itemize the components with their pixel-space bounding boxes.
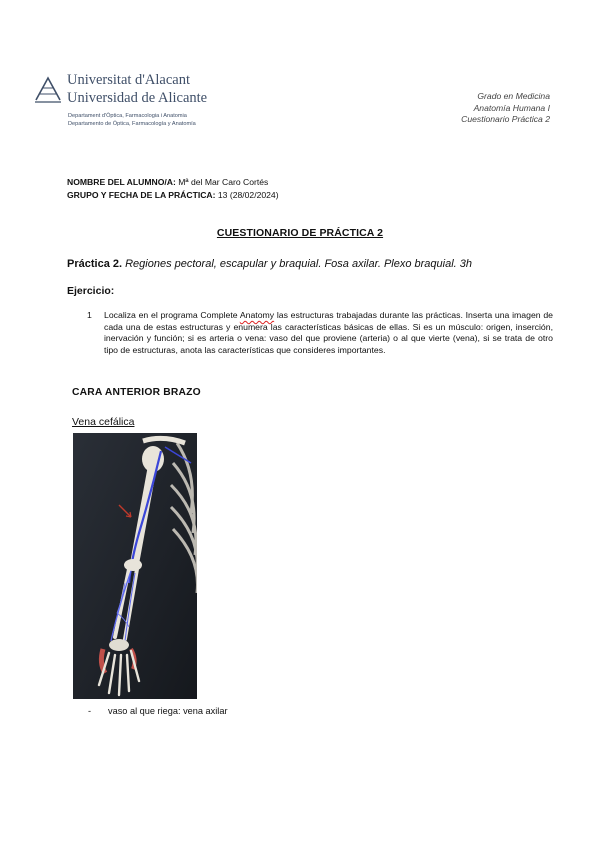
instruction-text-start: Localiza en el programa Complete (104, 310, 240, 320)
spellcheck-word: Anatomy (239, 310, 275, 320)
bullet-dash: - (88, 706, 92, 716)
anatomy-figure (73, 433, 197, 699)
university-logo (34, 72, 234, 134)
exercise-heading: Ejercicio: (67, 285, 115, 297)
practica-label: Práctica 2. (67, 258, 123, 270)
arm-skeleton-icon (73, 433, 197, 699)
course-info (461, 91, 550, 126)
course-degree: Grado en Medicina (477, 91, 550, 101)
department-name-es: Departamento de Óptica, Farmacología y Anatomía (68, 121, 196, 127)
practica-text: Regiones pectoral, escapular y braquial. Fosa axilar. Plexo braquial. 3h (125, 258, 473, 270)
course-subject: Anatomía Humana I (473, 102, 550, 113)
student-name-label: NOMBRE DEL ALUMNO/A: (67, 177, 176, 187)
instruction-text (104, 310, 553, 356)
student-name-value: Mª del Mar Caro Cortés (178, 177, 269, 187)
bullet-text: vaso al que riega: vena axilar (108, 706, 228, 716)
student-info (67, 176, 279, 201)
section-heading: CARA ANTERIOR BRAZO (72, 387, 201, 398)
subsection-heading: Vena cefálica (72, 416, 135, 428)
instruction-item (87, 310, 553, 356)
practica-line (67, 258, 472, 270)
course-questionnaire: Cuestionario Práctica 2 (461, 114, 550, 124)
university-name-ca: Universitat d'Alacant (67, 72, 191, 88)
instruction-text-end: las estructuras trabajadas durante las prácticas. Inserta una imagen de cada una de estas estructuras y enumera las características básicas de ellas. Si es un músculo: origen, inserción, inervación y función; si es arteria o vena: vaso del que proviene (arteria) o al que vierte (vena), si se trata de otro tipo de estructuras, anota las características que consideres importantes. (104, 310, 553, 355)
list-item (88, 706, 228, 716)
student-name-line (67, 176, 279, 189)
department-name-ca: Departament d'Òptica, Farmacologia i Anatomia (68, 113, 187, 119)
student-group-line (67, 189, 279, 202)
university-emblem-icon (34, 74, 62, 104)
student-group-value: 13 (28/02/2024) (217, 189, 279, 200)
instruction-number: 1 (87, 310, 92, 320)
university-name-es: Universidad de Alicante (67, 90, 208, 106)
document-title: CUESTIONARIO DE PRÁCTICA 2 (216, 227, 384, 239)
student-group-label: GRUPO Y FECHA DE LA PRÁCTICA: (67, 189, 216, 200)
